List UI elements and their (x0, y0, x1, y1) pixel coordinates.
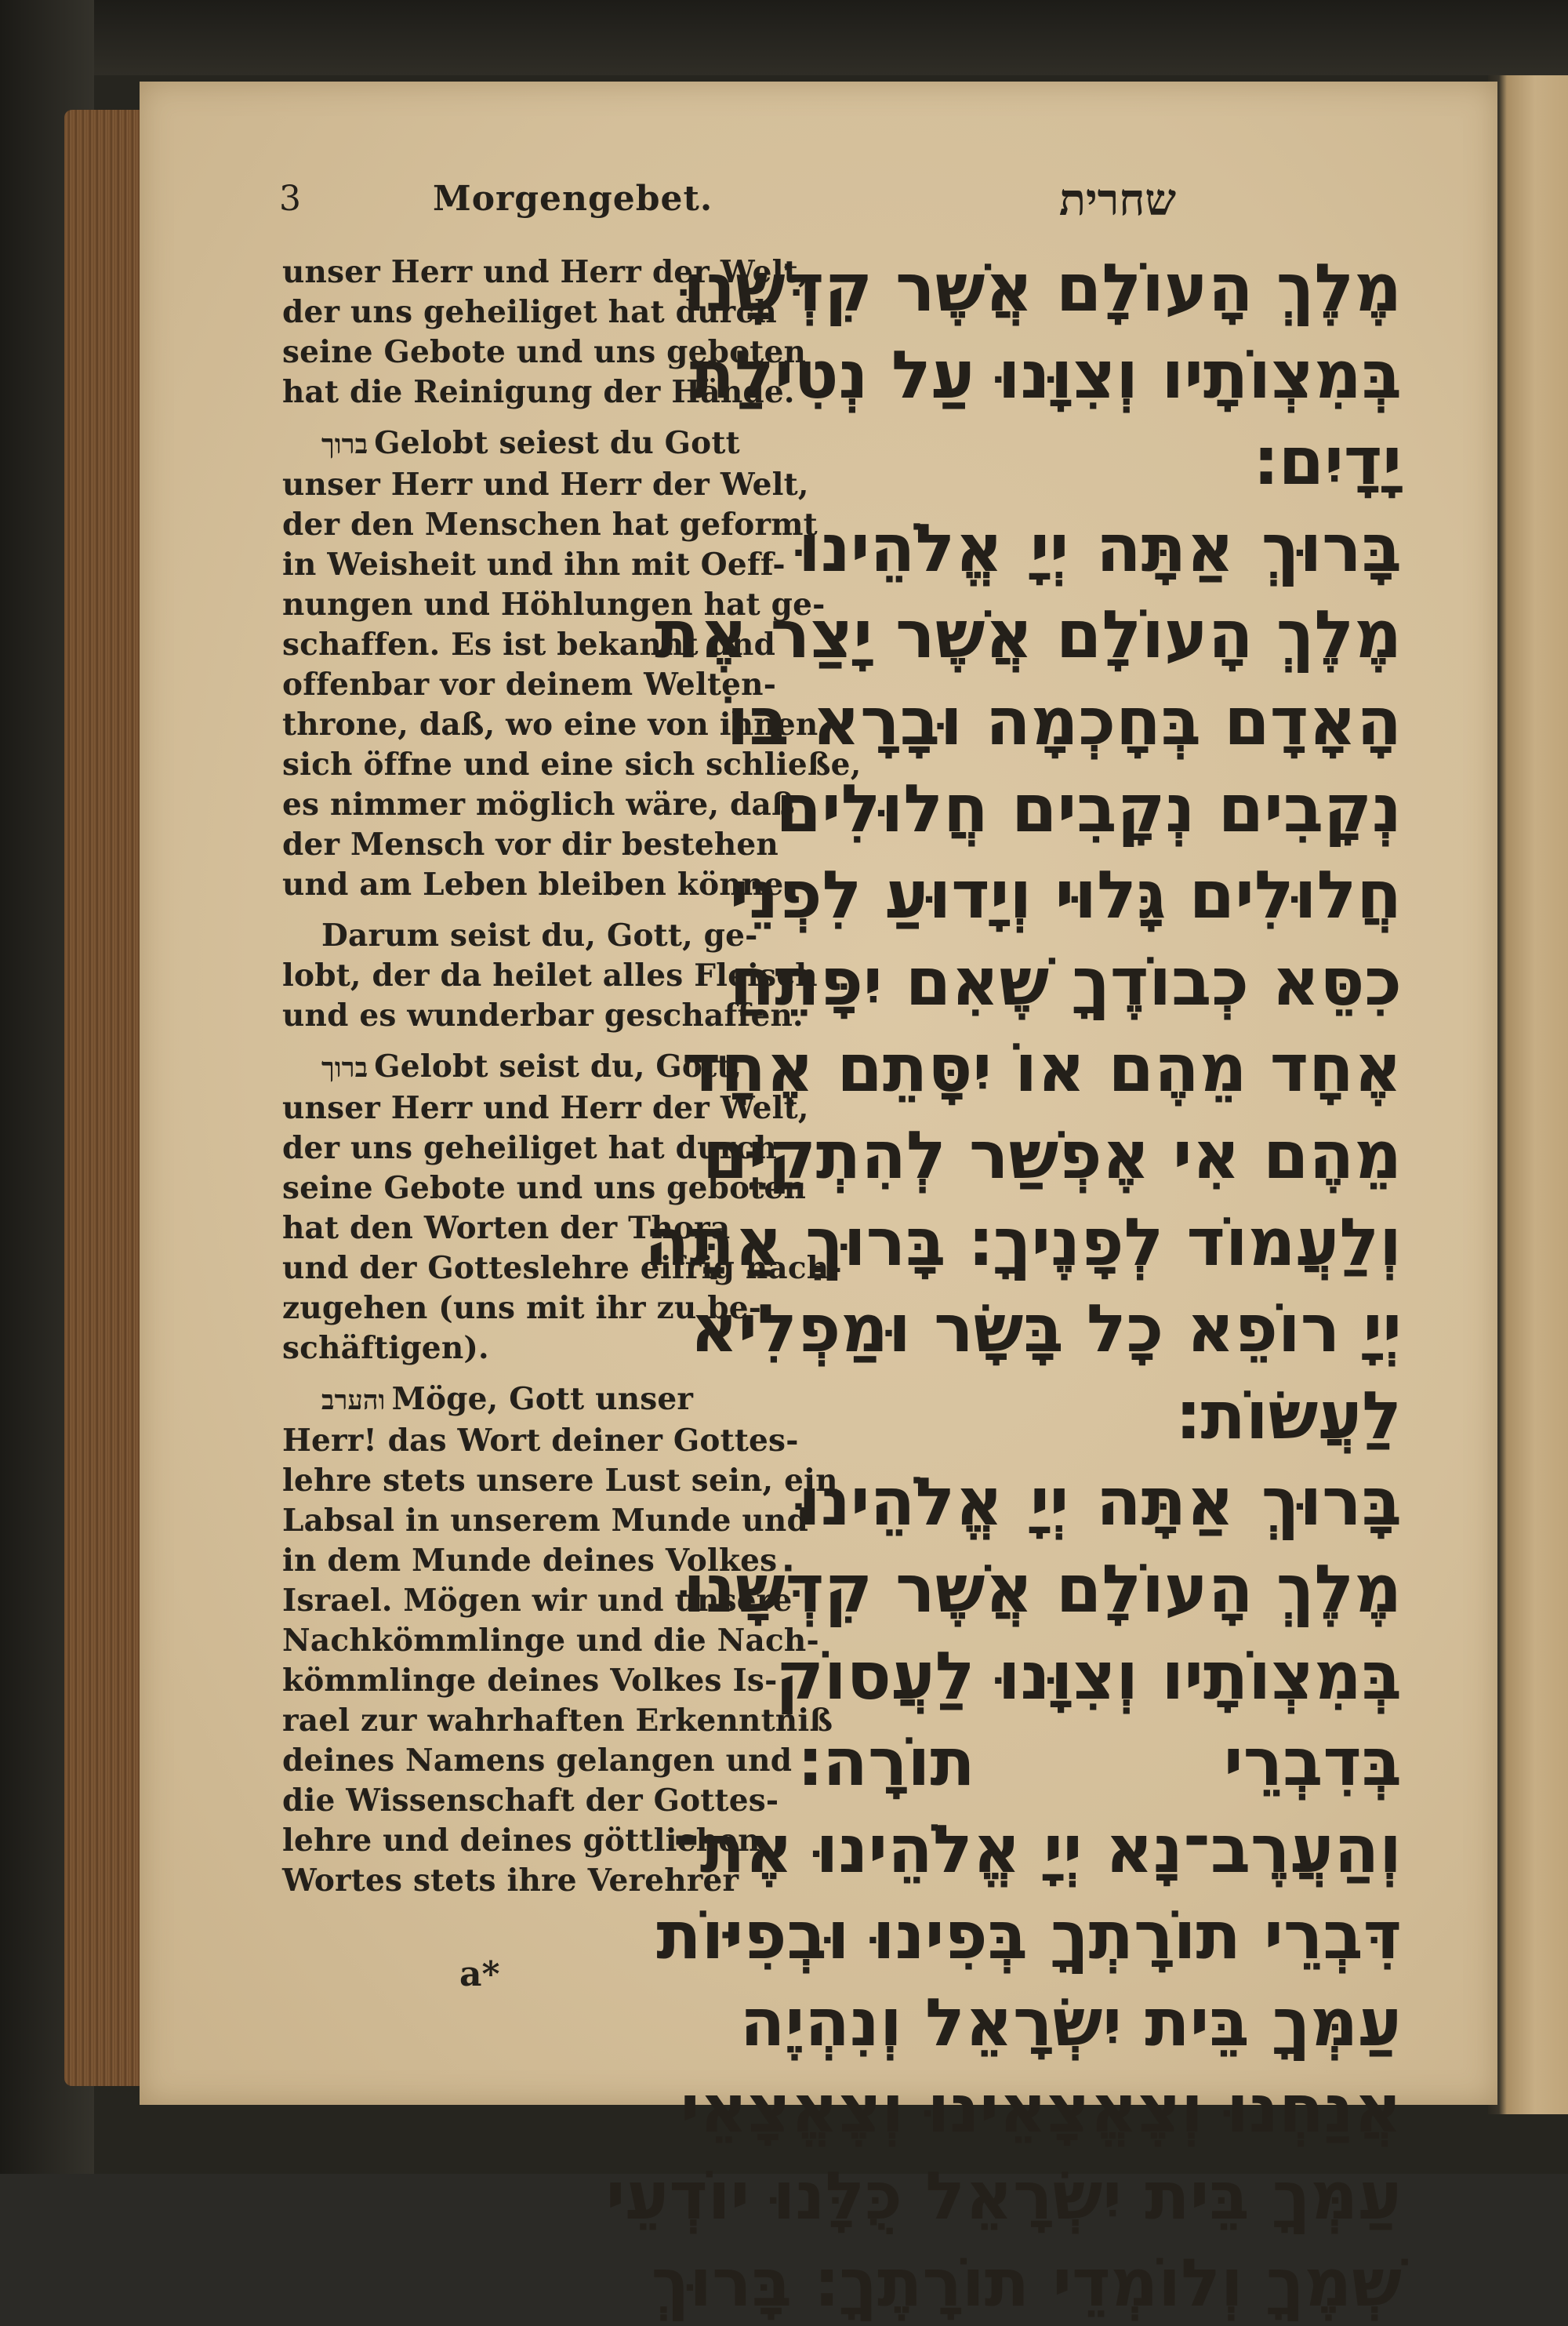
german-line-text: seine Gebote und uns geboten (282, 1170, 807, 1206)
hebrew-line: בְּמִצְוֹתָיו וְצִוָּנוּ לַעֲסוֹק (775, 1637, 1402, 1714)
hebrew-line: בְּדִבְרֵי תוֹרָה׃ (798, 1724, 1402, 1801)
german-line (282, 373, 795, 413)
german-line-text: Darum seist du, Gott, ge- (321, 918, 758, 954)
running-title-hebrew: שחרית (1058, 174, 1176, 226)
german-line-text: throne, daß, wo eine von ihnen (282, 707, 818, 743)
hebrew-line: וְהַעֲרֶב־נָא יְיָ אֱלֹהֵינוּ אֶת־ (672, 1810, 1402, 1888)
german-line-text: Nachkömmlinge und die Nach- (282, 1623, 819, 1659)
german-line-text: sich öffne und eine sich schließe, (282, 747, 862, 783)
german-line (282, 1581, 793, 1621)
hebrew-line: בָּרוּךְ אַתָּה יְיָ אֱלֹהֵינוּ (798, 509, 1402, 587)
german-line-text: unser Herr und Herr der Welt, (282, 467, 809, 503)
hebrew-line: בָּרוּךְ אַתָּה יְיָ אֱלֹהֵינוּ (798, 1463, 1402, 1541)
german-line-text: der uns geheiliget hat durch (282, 294, 777, 330)
hebrew-line: בְּמִצְוֹתָיו וְצִוָּנוּ עַל נְטִילַת (689, 336, 1402, 413)
german-line (282, 1541, 778, 1581)
german-line (282, 465, 809, 505)
german-line (282, 1328, 753, 1368)
hebrew-line: שְׁמֶךָ וְלוֹמְדֵי תוֹרָתֶךָ׃ בָּרוּךְ (651, 2244, 1402, 2321)
german-line-text: unser Herr und Herr der Welt, (282, 254, 809, 290)
german-line (282, 505, 818, 545)
hebrew-line: עַמְּךָ בֵּית יִשְׂרָאֵל כֻּלָּנוּ יוֹדְעֵי (605, 2157, 1402, 2235)
hebrew-line: לַעֲשׂוֹת׃ (1176, 1376, 1402, 1454)
german-line (282, 423, 753, 465)
german-line-text: unser Herr und Herr der Welt, (282, 1090, 809, 1126)
german-line-text: der Mensch vor dir bestehen (282, 827, 779, 863)
german-line-text: lehre und deines göttlichen (282, 1823, 760, 1859)
german-line (282, 956, 818, 996)
german-line (282, 1379, 753, 1421)
german-line (282, 1461, 838, 1501)
hebrew-cue-word: והערב (321, 1385, 386, 1416)
printer-signature-mark: a* (459, 1954, 500, 1994)
german-line (282, 916, 758, 956)
german-line-text: und es wunderbar geschaffen. (282, 998, 804, 1034)
german-line (282, 785, 795, 825)
german-line (282, 253, 809, 293)
hebrew-line: חֲלוּלִים גָּלוּי וְיָדוּעַ לִפְנֵי (729, 856, 1402, 934)
german-line-text: schaffen. Es ist bekannt und (282, 627, 776, 663)
hebrew-line: יְיָ רוֹפֵא כָל בָּשָׂר וּמַפְלִיא (690, 1290, 1402, 1368)
german-line (282, 1741, 793, 1781)
hebrew-line: כִסֵּא כְבוֹדֶךָ שֶׁאִם יִפָּתֵחַ (729, 943, 1402, 1020)
german-line-text: lehre stets unsere Lust sein, ein (282, 1463, 838, 1499)
german-line-text: Israel. Mögen wir und unsere (282, 1583, 793, 1619)
german-line-text: der uns geheiliget hat durch (282, 1130, 777, 1166)
german-line-text: Wortes stets ihre Verehrer (282, 1863, 739, 1899)
hebrew-line: הָאָדָם בְּחָכְמָה וּבָרָא בוֹ (726, 682, 1402, 760)
hebrew-line: דִּבְרֵי תוֹרָתְךָ בְּפִינוּ וּבְפִיּוֹת (656, 1897, 1402, 1975)
german-paragraph (282, 916, 818, 1036)
german-line-text: schäftigen). (282, 1330, 489, 1366)
hebrew-line: נְקָבִים נְקָבִים חֲלוּלִים (775, 769, 1402, 847)
german-line-text: nungen und Höhlungen hat ge- (282, 587, 826, 623)
hebrew-line: אֲנַחְנוּ וְצֶאֱצָאֵינוּ וְצֶאֱצָאֵי (680, 2070, 1402, 2148)
german-line (282, 545, 786, 585)
german-line-text: Labsal in unserem Munde und (282, 1503, 808, 1539)
german-line (282, 745, 862, 785)
hebrew-line: אֶחָד מֵהֶם אוֹ יִסָּתֵם אֶחָד (681, 1030, 1402, 1107)
hebrew-text-column (605, 245, 1402, 2326)
german-line-text: und der Gotteslehre eifrig nach- (282, 1250, 842, 1286)
german-line (282, 1288, 762, 1328)
german-line-text: hat die Reinigung der Hände. (282, 374, 795, 410)
german-line-text: deines Namens gelangen und (282, 1743, 793, 1779)
german-line-text: seine Gebote und uns geboten (282, 334, 807, 370)
german-line-text: zugehen (uns mit ihr zu be- (282, 1290, 762, 1326)
german-line-text: und am Leben bleiben könne. (282, 867, 795, 903)
german-line-text: Herr! das Wort deiner Gottes- (282, 1423, 799, 1459)
hebrew-line: עַמְּךָ בֵּית יִשְׂרָאֵל וְנִהְיֶה (739, 1983, 1402, 2061)
german-line (282, 865, 795, 905)
german-line (282, 1701, 833, 1741)
german-line (282, 1661, 778, 1701)
german-line (282, 1421, 799, 1461)
hebrew-line: וְלַעֲמוֹד לְפָנֶיךָ׃ בָּרוּךְ אַתָּה (644, 1203, 1402, 1281)
german-line-text: es nimmer möglich wäre, daß (282, 787, 795, 823)
hebrew-cue-word: ברוך (321, 1052, 368, 1084)
german-line-text: der den Menschen hat geformt (282, 507, 818, 543)
german-paragraph (282, 253, 809, 413)
german-line-text: kömmlinge deines Volkes Is- (282, 1663, 778, 1699)
german-line-text: in dem Munde deines Volkes (282, 1543, 778, 1579)
german-line-text: offenbar vor deinem Welten- (282, 667, 777, 703)
german-line-text: lobt, der da heilet alles Fleisch (282, 958, 818, 994)
hebrew-line: מֶלֶךְ הָעוֹלָם אֲשֶׁר יָצַר אֶת (655, 596, 1402, 674)
german-line-text: Möge, Gott unser (391, 1381, 694, 1417)
hebrew-line: מֶלֶךְ הָעוֹלָם אֲשֶׁר קִדְּשָׁנוּ (683, 249, 1402, 326)
german-line-text: hat den Worten der Thora (282, 1210, 731, 1246)
running-title-german: Morgengebet. (433, 179, 713, 219)
page-edges (64, 110, 143, 2086)
german-line-text: die Wissenschaft der Gottes- (282, 1783, 779, 1819)
german-line (282, 705, 818, 745)
german-line (282, 1621, 819, 1661)
hebrew-line: מֶלֶךְ הָעוֹלָם אֲשֶׁר קִדְּשָׁנוּ (683, 1550, 1402, 1627)
hebrew-line: מֵהֶם אִי אֶפְשַׁר לְהִתְקַיֵּם (702, 1116, 1402, 1194)
german-line-text: in Weisheit und ihn mit Oeff- (282, 547, 786, 583)
german-line (282, 1128, 777, 1168)
german-line (282, 1501, 808, 1541)
german-line-text: Gelobt seiest du Gott (374, 425, 740, 461)
german-line (282, 333, 807, 373)
german-line-text: Gelobt seist du, Gott, (374, 1049, 742, 1085)
facing-page-edge (1488, 75, 1568, 2114)
hebrew-cue-word: ברוך (321, 429, 368, 460)
book-cover-top (0, 0, 1568, 75)
hebrew-line: יָדָיִם׃ (1254, 423, 1402, 500)
german-line-text: rael zur wahrhaften Erkenntniß (282, 1703, 833, 1739)
page-number: 3 (279, 179, 301, 219)
german-line (282, 825, 779, 865)
german-line (282, 293, 777, 333)
